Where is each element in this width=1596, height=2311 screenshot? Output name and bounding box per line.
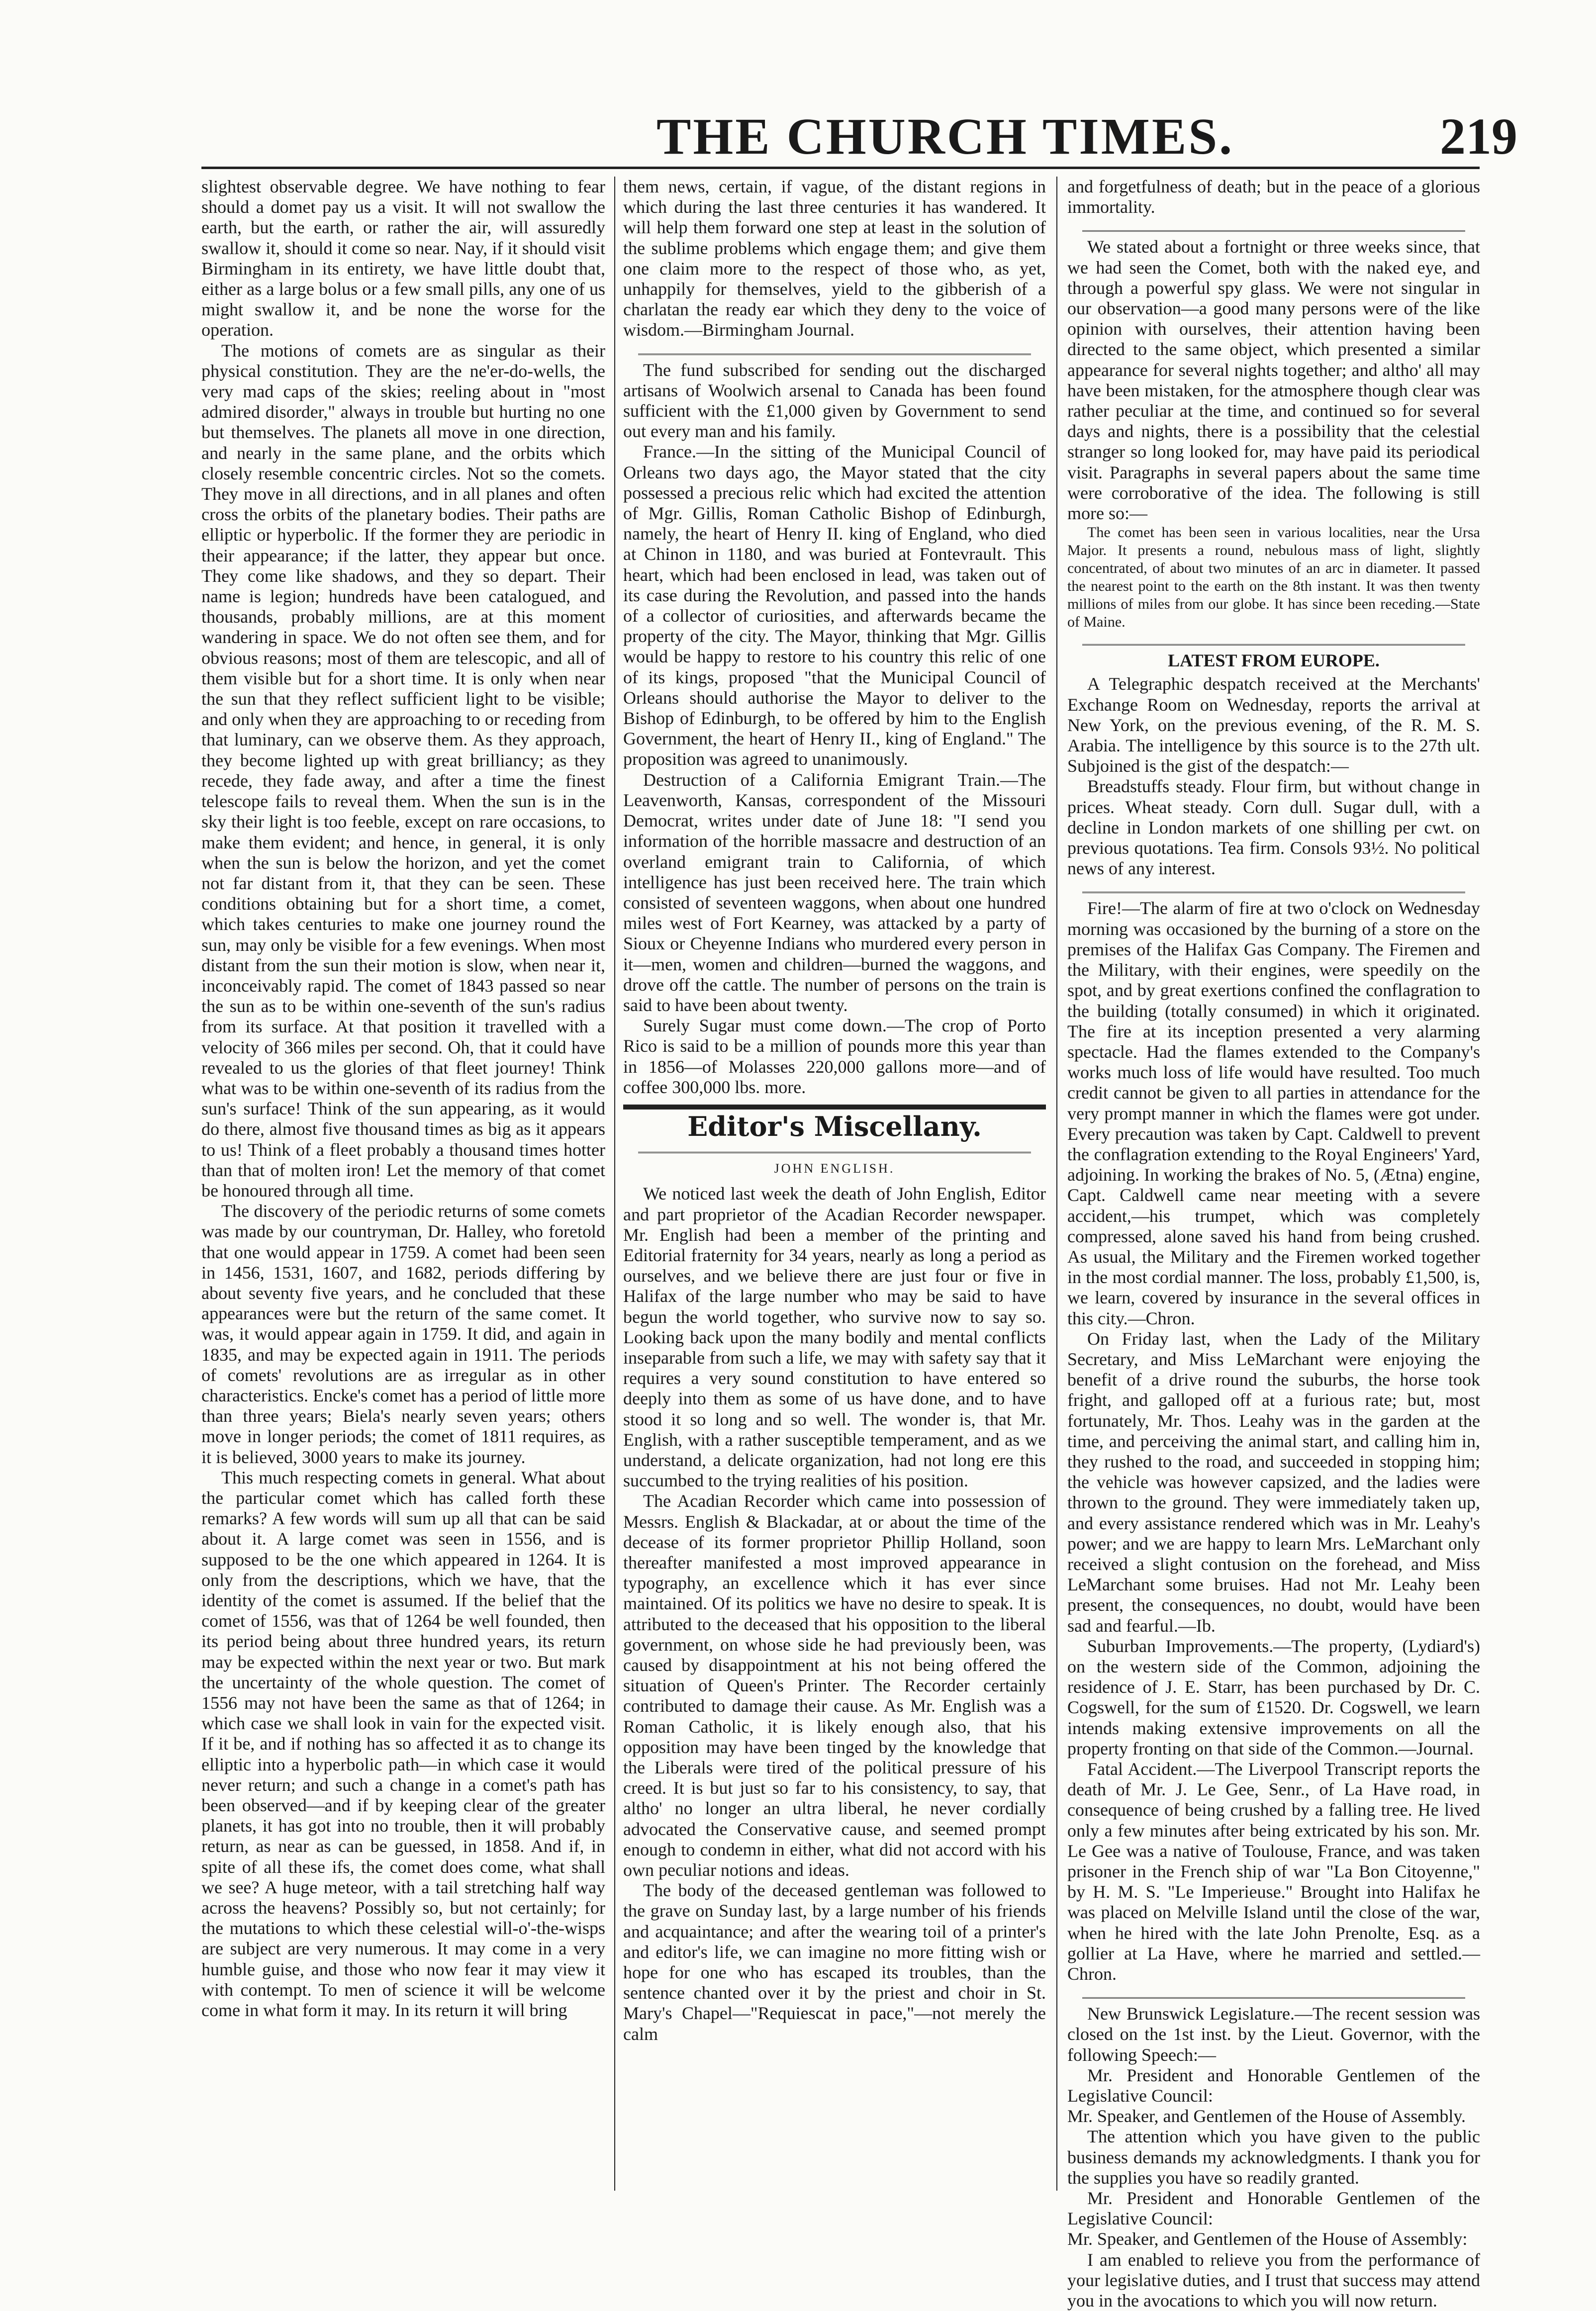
section-heading: Editor's Miscellany. (687, 1110, 982, 1142)
divider (638, 1144, 1031, 1153)
column-3 (1067, 177, 1480, 2311)
paragraph: slightest observable degree. We have nothing to fear should a domet pay us a visit. It will not swallow the earth, but the earth, or rather the air, will assuredly swallow it, should it come so near. Nay, if it should visit Birmingham in its entirety, we have little doubt that, either as a large bolus or a few small pills, any one of us might swallow it, and be none the worse for the operation. (201, 177, 605, 340)
paragraph: Mr. President and Honorable Gentlemen of the Legislative Council: Mr. Speaker, and Gentlemen of the House of Assembly: (1067, 2188, 1480, 2249)
divider (1082, 884, 1465, 893)
paragraph: A Telegraphic despatch received at the Merchants' Exchange Room on Wednesday, reports the arrival at New York, on the previous evening, of the R. M. S. Arabia. The intelligence by this source is to the 27th ult. Subjoined is the gist of the despatch:— (1067, 674, 1480, 776)
paragraph: France.—In the sitting of the Municipal Council of Orleans two days ago, the Mayor stated that the city possessed a precious relic which had excited the attention of Mgr. Gillis, Roman Catholic Bishop of Edinburgh, namely, the heart of Henry II. king of England, who died at Chinon in 1180, and was buried at Fontevrault. This heart, which had been enclosed in lead, was taken out of its case during the Revolution, and passed into the hands of a collector of curiosities, and afterwards became the property of the city. The Mayor, thinking that Mgr. Gillis would be happy to restore to his country this relic of one of its kings, proposed "that the Municipal Council of Orleans should authorise the Mayor to deliver to the Bishop of Edinburgh, to be offered by him to the English Government, the heart of Henry II., king of England." The proposition was agreed to unanimously. (623, 442, 1046, 769)
divider (1082, 222, 1465, 232)
paragraph: The comet has been seen in various localities, near the Ursa Major. It presents a round, nebulous mass of light, slightly concentrated, of about two minutes of an arc in diameter. It passed the nearest point to the earth on the 8th instant. It was then twenty millions of miles from our globe. It has since been receding.—State of Maine. (1067, 524, 1480, 631)
column-divider-1 (614, 177, 615, 2191)
paragraph: The fund subscribed for sending out the discharged artisans of Woolwich arsenal to Canada has been found sufficient with the £1,000 given by Government to send out every man and his family. (623, 360, 1046, 442)
paragraph: We stated about a fortnight or three weeks since, that we had seen the Comet, both with the naked eye, and through a powerful spy glass. We were not singular in our observation—a good many persons were of the like opinion with ourselves, their attention having been directed to the same object, which presented a similar appearance for several nights together; and altho' all may have been mistaken, for the atmosphere though clear was rather peculiar at the time, and continued so for several days and nights, there is a possibility that the celestial stranger so long looked for, may have paid its periodical visit. Paragraphs in several papers about the same time were corroborative of the idea. The following is still more so:— (1067, 237, 1480, 524)
newspaper-title: THE CHURCH TIMES. (657, 108, 1234, 165)
paragraph: Fatal Accident.—The Liverpool Transcript reports the death of Mr. J. Le Gee, Senr., of La Have road, in consequence of being crushed by a falling tree. He lived only a few minutes after being extricated by his son. Mr. Le Gee was a native of Toulouse, France, and was taken prisoner in the French ship of war "La Bon Citoyenne," by H. M. S. "Le Imperieuse." Brought into Halifax he was placed on Melville Island until the close of the war, when he hired with the late John Prenolte, Esq. as a gollier at La Have, where he married and settled.—Chron. (1067, 1759, 1480, 1984)
paragraph: Destruction of a California Emigrant Train.—The Leavenworth, Kansas, correspondent of the Missouri Democrat, writes under date of June 18: "I send you information of the horrible massacre and destruction of an overland emigrant train to California, of which intelligence has just been received here. The train which consisted of seventeen waggons, when about one hundred miles west of Fort Kearney, was attacked by a party of Sioux or Cheyenne Indians who murdered every person in it—men, women and children—burned the waggons, and drove off the cattle. The number of persons on the train is said to have been about twenty. (623, 769, 1046, 1015)
paragraph: and forgetfulness of death; but in the peace of a glorious immortality. (1067, 177, 1480, 217)
masthead (0, 107, 1596, 167)
paragraph: The body of the deceased gentleman was followed to the grave on Sunday last, by a large number of his friends and acquaintance; and after the wearing toil of a printer's and editor's life, we can imagine no more fitting wish or hope for one who has escaped its troubles, than the sentence chanted over it by the priest and choir in St. Mary's Chapel—"Requiescat in pace,"—not merely the calm (623, 1880, 1046, 2044)
article-heading: LATEST FROM EUROPE. (1168, 650, 1380, 671)
page-number: 219 (1440, 108, 1517, 165)
paragraph: The attention which you have given to the public business demands my acknowledgments. I thank you for the supplies you have so readily granted. (1067, 2126, 1480, 2188)
paragraph: The motions of comets are as singular as their physical constitution. They are the ne'er-do-wells, the very mad caps of the skies; reeling about in "most admired disorder," always in trouble but hurting no one but themselves. The planets all move in one direction, and nearly in the same plane, and the orbits which closely resemble concentric circles. Not so the comets. They move in all directions, and in all planes and often cross the orbits of the planetary bodies. Their paths are elliptic or hyperbolic. If the former they are periodic in their appearance; if the latter, they appear but once. They come like shadows, and they so depart. Their name is legion; hundreds have been catalogued, and thousands, probably millions, are at this moment wandering in space. We do not often see them, and for obvious reasons; most of them are telescopic, and all of them visible but for a short time. It is only when near the sun that they reflect sufficient light to be visible; and only when they are approaching to or receding from that luminary, can we observe them. As they approach, they become lighted up with great brilliancy; as they recede, they fade away, and after a time the finest telescope fails to reveal them. When the sun is in the sky their light is too feeble, except on rare occasions, to make them evident; and hence, in general, it is only when the sun is below the horizon, and yet the comet not far distant from it, that they can be seen. These conditions obtaining but for a short time, a comet, which takes centuries to make one journey round the sun, may only be visible for a few evenings. When most distant from the sun their motion is slow, when near it, inconceivably rapid. The comet of 1843 passed so near the sun as to be within one-seventh of the sun's radius from its surface. At that position it travelled with a velocity of 366 miles per second. Oh, that it could have revealed to us the glories of that fleet journey! Think what was to be within one-seventh of its radius from the sun's surface! Think of the sun appearing, as it would do there, almost five thousand times as big as it appears to us! Think of a fleet probably a thousand times hotter than that of molten iron! Let the memory of that comet be honoured through all time. (201, 340, 605, 1201)
paragraph: Mr. President and Honorable Gentlemen of the Legislative Council: Mr. Speaker, and Gentlemen of the House of Assembly. (1067, 2065, 1480, 2126)
paragraph: Surely Sugar must come down.—The crop of Porto Rico is said to be a million of pounds more this year than in 1856—of Molasses 220,000 gallons more—and of coffee 300,000 lbs. more. (623, 1016, 1046, 1097)
header-rule (201, 167, 1480, 169)
divider (638, 346, 1031, 355)
paragraph: On Friday last, when the Lady of the Military Secretary, and Miss LeMarchant were enjoying the benefit of a drive round the suburbs, the horse took fright, and galloped off at a furious rate; but, most fortunately, Mr. Thos. Leahy was in the garden at the time, and perceiving the animal start, and calling him in, they rushed to the road, and succeeded in stopping him; the vehicle was however capsized, and the ladies were thrown to the ground. They were immediately taken up, and every assistance rendered which was in Mr. Leahy's power; and we are happy to learn Mrs. LeMarchant only received a slight contusion on the forehead, and Miss LeMarchant some bruises. Had not Mr. Leahy been present, the consequences, no doubt, would have been sad and fearful.—Ib. (1067, 1328, 1480, 1636)
column-divider-2 (1056, 177, 1057, 2191)
paragraph: The Acadian Recorder which came into possession of Messrs. English & Blackadar, at or about the time of the decease of its former proprietor Phillip Holland, soon thereafter manifested a most improved appearance in typography, an excellence which it has ever since maintained. Of its politics we have no desire to speak. It is attributed to the deceased that his opposition to the liberal government, on whose side he had previously been, was caused by disappointment at his not being offered the situation of Queen's Printer. The Recorder certainly contributed to damage their cause. As Mr. English was a Roman Catholic, it is likely enough also, that his opposition may have been tinged by the knowledge that the Liberals were tired of the political pressure of his creed. It is but just so far to his consistency, to say, that altho' no longer an ultra liberal, he never cordially advocated the Conservative cause, and seemed prompt enough to condemn in either, what did not accord with his own peculiar notions and ideas. (623, 1491, 1046, 1880)
paragraph: them news, certain, if vague, of the distant regions in which during the last three centuries it has wandered. It will help them forward one step at least in the solution of the sublime problems which engage them; and give them one claim more to the respect of those who, as yet, unhappily for themselves, yield to the gibberish of a charlatan the ready ear which they deny to the voice of wisdom.—Birmingham Journal. (623, 177, 1046, 340)
paragraph: Breadstuffs steady. Flour firm, but without change in prices. Wheat steady. Corn dull. Sugar dull, with a decline in London markets of one shilling per cwt. on previous quotations. Tea firm. Consols 93½. No political news of any interest. (1067, 776, 1480, 879)
paragraph: We noticed last week the death of John English, Editor and part proprietor of the Acadian Recorder newspaper. Mr. English had been a member of the printing and Editorial fraternity for 34 years, nearly as long a period as ourselves, and we believe there are just four or five in Halifax of the large number who may be said to have begun the world together, who survive now to say so. Looking back upon the many bodily and mental conflicts inseparable from such a life, we may with safety say that it requires a very sound constitution to have entered so deeply into them as some of us have done, and to have stood it so long and so well. The wonder is, that Mr. English, with a rather susceptible temperament, and as we understand, a delicate organization, had not long ere this succumbed to the trying realities of his position. (623, 1184, 1046, 1491)
paragraph: Suburban Improvements.—The property, (Lydiard's) on the western side of the Common, adjoining the residence of J. E. Starr, has been purchased by Dr. C. Cogswell, for the sum of £1520. Dr. Cogswell, we learn intends making extensive improvements on all the property fronting on that side of the Common.—Journal. (1067, 1636, 1480, 1758)
article-subheading: JOHN ENGLISH. (774, 1161, 895, 1176)
column-2 (623, 177, 1046, 2193)
paragraph: The discovery of the periodic returns of some comets was made by our countryman, Dr. Halley, who foretold that one would appear in 1759. A comet had been seen in 1456, 1531, 1607, and 1682, periods differing by about seventy five years, and he concluded that these appearances were but the return of the same comet. It was, it would appear again in 1759. It did, and again in 1835, and may be expected again in 1911. The periods of comets' revolutions are as irregular as in other characteristics. Encke's comet has a period of little more than three years; Biela's nearly seven years; others move in longer periods; the comet of 1811 requires, as it is believed, 3000 years to make its journey. (201, 1201, 605, 1467)
paragraph: This much respecting comets in general. What about the particular comet which has called forth these remarks? A few words will sum up all that can be said about it. A large comet was seen in 1556, and is supposed to be the one which appeared in 1264. It is only from the descriptions, which we have, that the identity of the comet is assumed. If the belief that the comet of 1556, was that of 1264 be well founded, then its period being about three hundred years, its return may be expected within the next year or two. But mark the uncertainty of the whole question. The comet of 1556 may not have been the same as that of 1264; in which case we shall look in vain for the expected visit. If it be, and if nothing has so affected it as to change its elliptic into a hyperbolic path—in which case it would never return; and such a change in a comet's path has been observed—and if by keeping clear of the greater planets, it has got into no trouble, then it will probably return, as near as can be guessed, in 1858. And if, in spite of all these ifs, the comet does come, what shall we see? A huge meteor, with a tail stretching half way across the heavens? Possibly so, but not certainly; for the mutations to which these celestial will-o'-the-wisps are subject are very numerous. It may come in a very humble guise, and those who now fear it may view it with contempt. To men of science it will be welcome come in what form it may. In its return it will bring (201, 1467, 605, 2021)
divider (1082, 636, 1465, 646)
section-rule (623, 1105, 1046, 1109)
divider (1082, 1989, 1465, 1999)
paragraph: I am enabled to relieve you from the performance of your legislative duties, and I trust that success may attend you in the avocations to which you will now return. (1067, 2249, 1480, 2311)
paragraph: New Brunswick Legislature.—The recent session was closed on the 1st inst. by the Lieut. Governor, with the following Speech:— (1067, 2004, 1480, 2065)
column-1 (201, 177, 605, 2193)
paragraph: Fire!—The alarm of fire at two o'clock on Wednesday morning was occasioned by the burning of a store on the premises of the Halifax Gas Company. The Firemen and the Military, with their engines, were speedily on the spot, and by great exertions confined the conflagration to the building (totally consumed) in which it originated. The fire at its inception presented a very alarming spectacle. Had the flames extended to the Company's works much loss of life would have resulted. Too much credit cannot be given to all parties in attendance for the very prompt manner in which the flames were got under. Every precaution was taken by Capt. Caldwell to prevent the conflagration extending to the Royal Engineers' Yard, adjoining. In working the brakes of No. 5, (Ætna) engine, Capt. Caldwell came near meeting with a severe accident,—his trumpet, which was completely compressed, alone saved his hand from being crushed. As usual, the Military and the Firemen worked together in the most cordial manner. The loss, probably £1,500, is, we learn, covered by insurance in the several offices in this city.—Chron. (1067, 898, 1480, 1328)
